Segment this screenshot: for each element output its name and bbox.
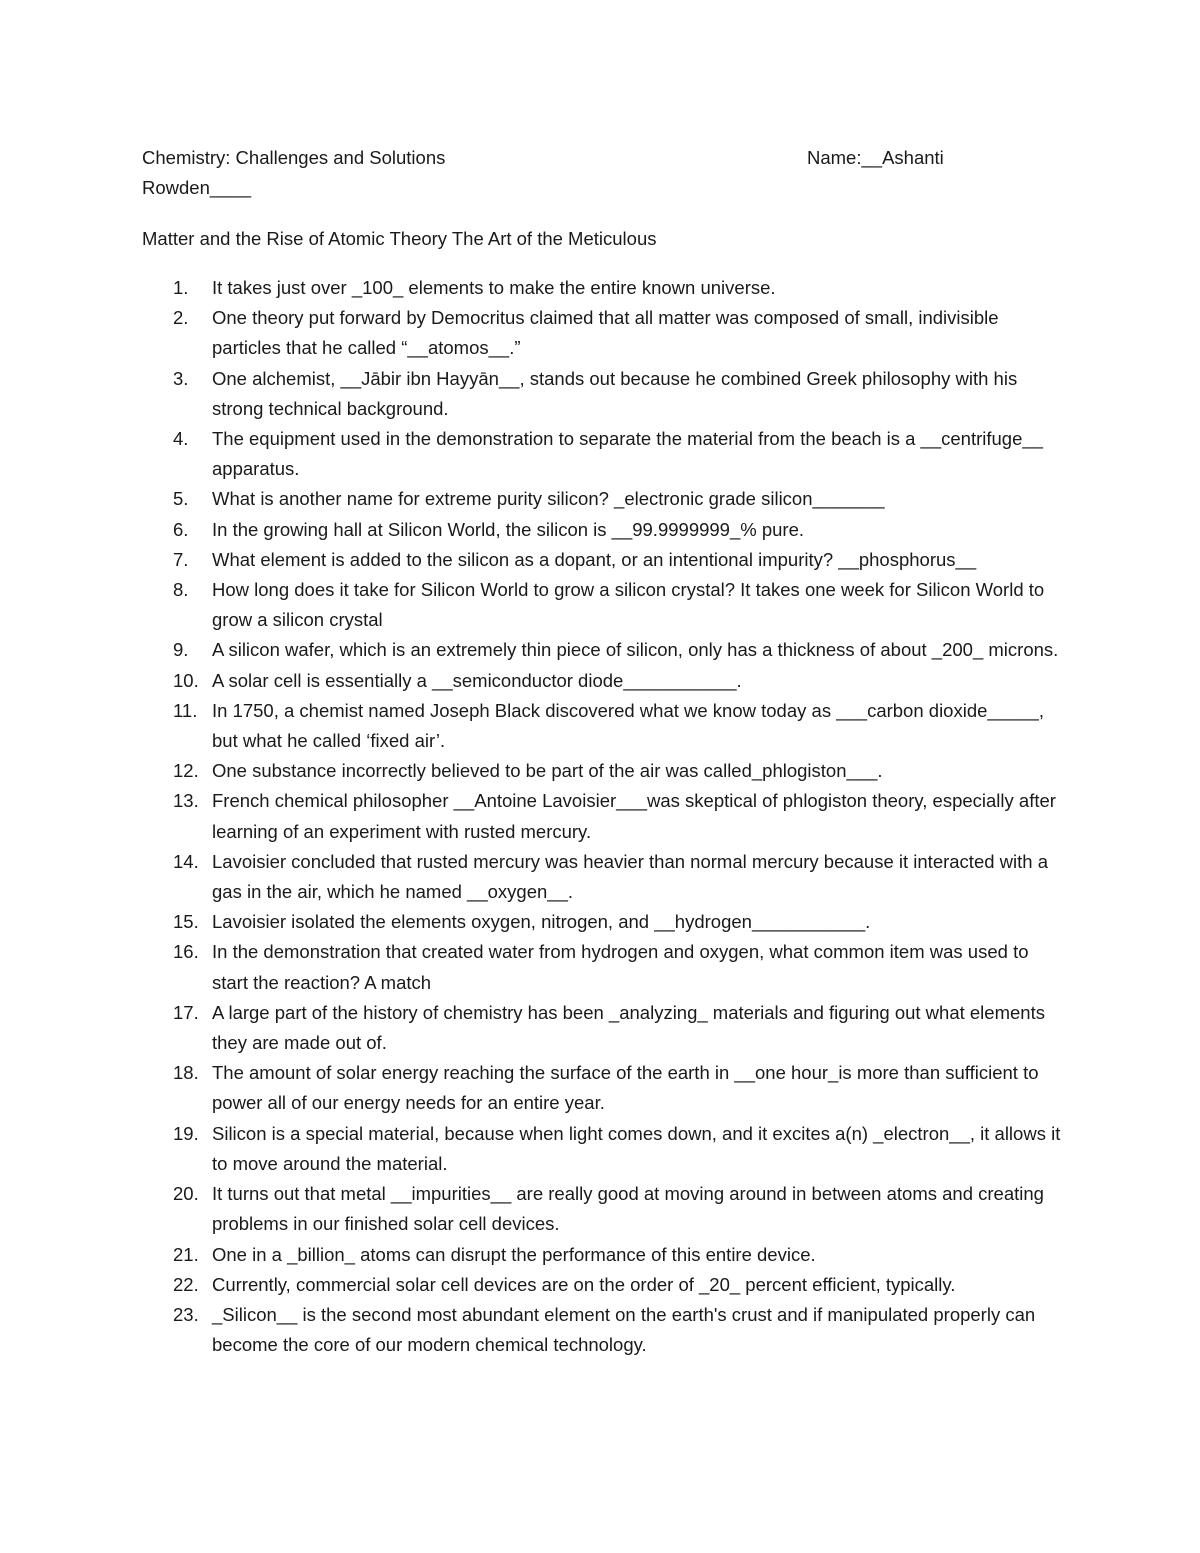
question-item	[142, 424, 1062, 484]
question-item	[142, 1270, 1062, 1300]
question-text: How long does it take for Silicon World to grow a silicon crystal? It takes one week for Silicon World to grow a silicon crystal	[212, 579, 1045, 631]
question-item	[142, 1240, 1062, 1270]
question-item	[142, 696, 1062, 756]
question-text: It turns out that metal __impurities__ are really good at moving around in between atoms and creating problems in our finished solar cell devices.	[212, 1183, 1044, 1235]
question-text: It takes just over _100_ elements to make the entire known universe.	[212, 277, 776, 298]
question-text: What is another name for extreme purity silicon? _electronic grade silicon_______	[212, 488, 885, 510]
question-number: 14.	[173, 850, 199, 872]
question-text: The equipment used in the demonstration to separate the material from the beach is a __centrifuge__ apparatus.	[212, 428, 1043, 480]
question-item	[142, 666, 1062, 696]
question-number: 13.	[173, 790, 199, 812]
question-text: French chemical philosopher __Antoine Lavoisier___was skeptical of phlogiston theory, especially after learning of an experiment with rusted mercury.	[212, 790, 1056, 842]
student-name-label: Name:__Ashanti	[807, 147, 944, 168]
question-text: In 1750, a chemist named Joseph Black discovered what we know today as ___carbon dioxide_____, but what he called ‘fixed air’.	[212, 699, 1044, 752]
question-text: A large part of the history of chemistry has been _analyzing_ materials and figuring out what elements they are made out of.	[212, 1001, 1045, 1054]
question-text: A silicon wafer, which is an extremely thin piece of silicon, only has a thickness of about _200_ microns.	[212, 639, 1059, 661]
question-text: The amount of solar energy reaching the surface of the earth in __one hour_is more than sufficient to power all of our energy needs for an entire year.	[212, 1062, 1039, 1114]
question-number: 21.	[173, 1243, 199, 1265]
question-text: Currently, commercial solar cell devices are on the order of _20_ percent efficient, typically.	[212, 1273, 956, 1295]
question-number: 3.	[173, 367, 189, 389]
question-item	[142, 847, 1062, 907]
question-item	[142, 575, 1062, 635]
question-item	[142, 937, 1062, 997]
question-number: 6.	[173, 518, 189, 540]
question-item	[142, 786, 1062, 846]
question-item	[142, 303, 1062, 363]
question-number: 23.	[173, 1303, 199, 1325]
question-text: _Silicon__ is the second most abundant element on the earth's crust and if manipulated properly can become the core of our modern chemical technology.	[212, 1303, 1036, 1356]
question-item	[142, 364, 1062, 424]
question-item	[142, 1300, 1062, 1360]
question-item	[142, 907, 1062, 937]
question-number: 16.	[173, 941, 199, 963]
question-item	[142, 545, 1062, 575]
question-item	[142, 484, 1062, 514]
question-number: 2.	[173, 307, 189, 329]
worksheet-subtitle: Matter and the Rise of Atomic Theory The Art of the Meticulous	[142, 228, 657, 249]
question-number: 22.	[173, 1273, 199, 1295]
question-text: Silicon is a special material, because when light comes down, and it excites a(n) _electron__, it allows it to move around the material.	[212, 1122, 1061, 1174]
question-item	[142, 1058, 1062, 1118]
question-text: Lavoisier isolated the elements oxygen, nitrogen, and __hydrogen___________.	[212, 911, 871, 933]
question-number: 8.	[173, 579, 189, 601]
question-item	[142, 635, 1062, 665]
question-item	[142, 273, 1062, 303]
question-list	[142, 273, 1062, 1360]
question-item	[142, 998, 1062, 1058]
question-number: 5.	[173, 488, 189, 510]
question-number: 7.	[173, 548, 189, 570]
question-number: 19.	[173, 1122, 199, 1144]
question-text: What element is added to the silicon as a dopant, or an intentional impurity? __phosphorus__	[212, 548, 977, 570]
question-text: In the growing hall at Silicon World, the silicon is __99.9999999_% pure.	[212, 518, 805, 540]
question-number: 15.	[173, 911, 199, 933]
course-title: Chemistry: Challenges and Solutions	[142, 147, 446, 168]
question-number: 20.	[173, 1183, 199, 1205]
question-number: 9.	[173, 639, 189, 661]
question-text: A solar cell is essentially a __semiconductor diode___________.	[212, 669, 742, 691]
question-text: In the demonstration that created water from hydrogen and oxygen, what common item was used to start the reaction? A match	[212, 941, 1029, 993]
student-name-continued: Rowden____	[142, 177, 252, 198]
question-number: 1.	[173, 277, 189, 298]
question-text: One alchemist, __Jābir ibn Hayyān__, stands out because he combined Greek philosophy with his strong technical background.	[212, 367, 1018, 419]
question-text: Lavoisier concluded that rusted mercury was heavier than normal mercury because it interacted with a gas in the air, which he named __oxygen__.	[212, 850, 1048, 903]
question-text: One substance incorrectly believed to be part of the air was called_phlogiston___.	[212, 760, 883, 782]
question-number: 17.	[173, 1001, 199, 1023]
question-number: 11.	[173, 699, 198, 721]
question-number: 12.	[173, 760, 199, 782]
question-text: One theory put forward by Democritus claimed that all matter was composed of small, indivisible particles that he called “__atomos__.”	[212, 307, 999, 359]
question-number: 10.	[173, 669, 199, 691]
question-item	[142, 515, 1062, 545]
question-item	[142, 1179, 1062, 1239]
question-number: 4.	[173, 428, 189, 450]
question-item	[142, 756, 1062, 786]
question-item	[142, 1119, 1062, 1179]
question-number: 18.	[173, 1062, 199, 1084]
question-text: One in a _billion_ atoms can disrupt the performance of this entire device.	[212, 1243, 816, 1265]
